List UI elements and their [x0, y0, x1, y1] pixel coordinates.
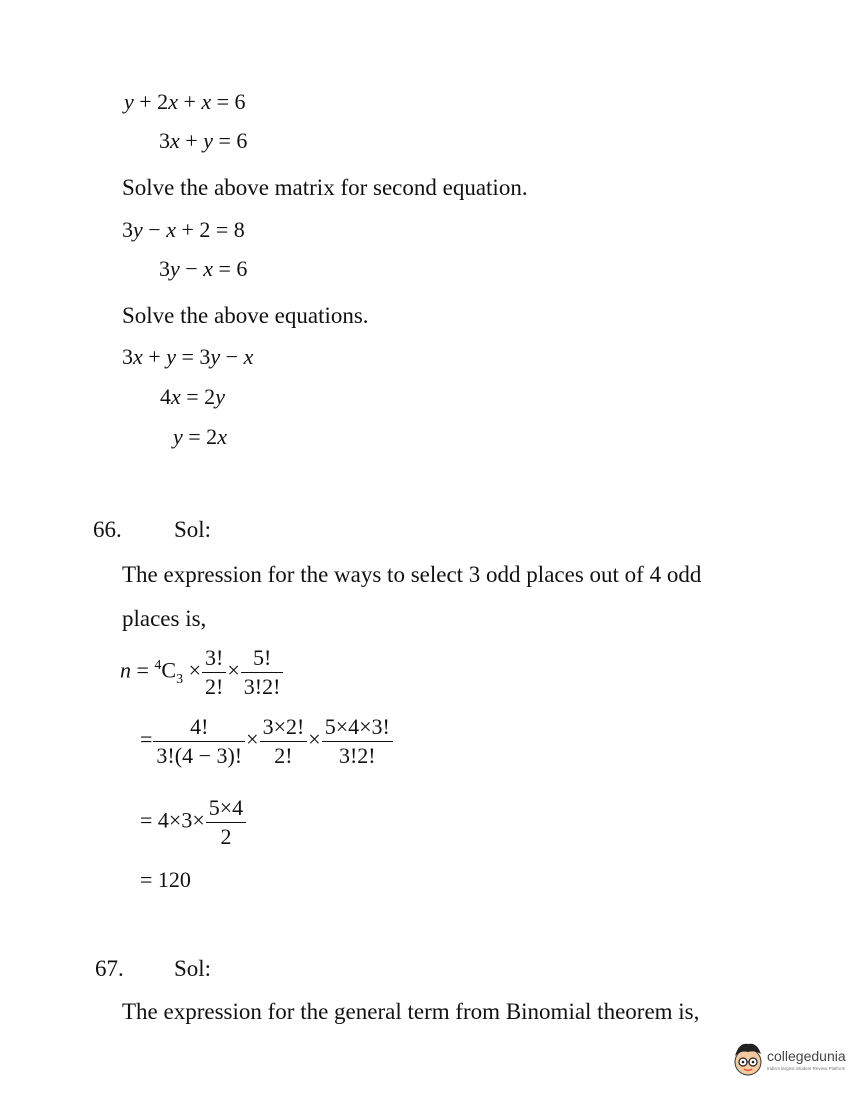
question-67-number: 67.: [95, 956, 124, 981]
question-66-number: 66.: [93, 517, 122, 542]
equation-5: 3x + y = 3y − x: [122, 344, 254, 369]
equation-4: 3y − x = 6: [159, 256, 248, 281]
logo-tagline: India's largest Student Review Platform: [767, 1066, 846, 1071]
formula-expansion: = $\frac{4!}{3!(4 - 3)!}$ × $\frac{3\times 2!}{2!}$ × $\frac{5\times 4\times 3!}{3!2!}$: [140, 716, 394, 767]
logo-name: collegedunia: [767, 1048, 846, 1064]
student-mascot-icon: [731, 1038, 765, 1084]
formula-simplified: = 4×3× $\frac{5\times 4}{2}$: [140, 797, 247, 848]
solve-equations-text: Solve the above equations.: [122, 303, 369, 328]
equation-2: 3x + y = 6: [159, 128, 248, 153]
formula-n: $n = ^4C_3$ × $\frac{3!}{2!}$ × $\frac{5!}{3!2!}$: [120, 647, 284, 698]
equation-7: y = 2x: [173, 424, 227, 449]
equation-6: 4x = 2y: [160, 384, 225, 409]
formula-result: = 120: [140, 867, 191, 892]
question-67-sol: Sol:: [174, 956, 212, 981]
question-66-line1: The expression for the ways to select 3 odd places out of 4 odd: [122, 562, 702, 587]
equation-1: y + 2x + x = 6: [124, 89, 246, 114]
question-66-line2: places is,: [122, 606, 207, 631]
equation-3: 3y − x + 2 = 8: [122, 217, 245, 242]
question-67-line1: The expression for the general term from Binomial theorem is,: [122, 999, 700, 1024]
question-66-sol: Sol:: [174, 517, 212, 542]
solve-matrix-text: Solve the above matrix for second equation.: [122, 175, 528, 200]
collegedunia-logo: [731, 1036, 860, 1088]
